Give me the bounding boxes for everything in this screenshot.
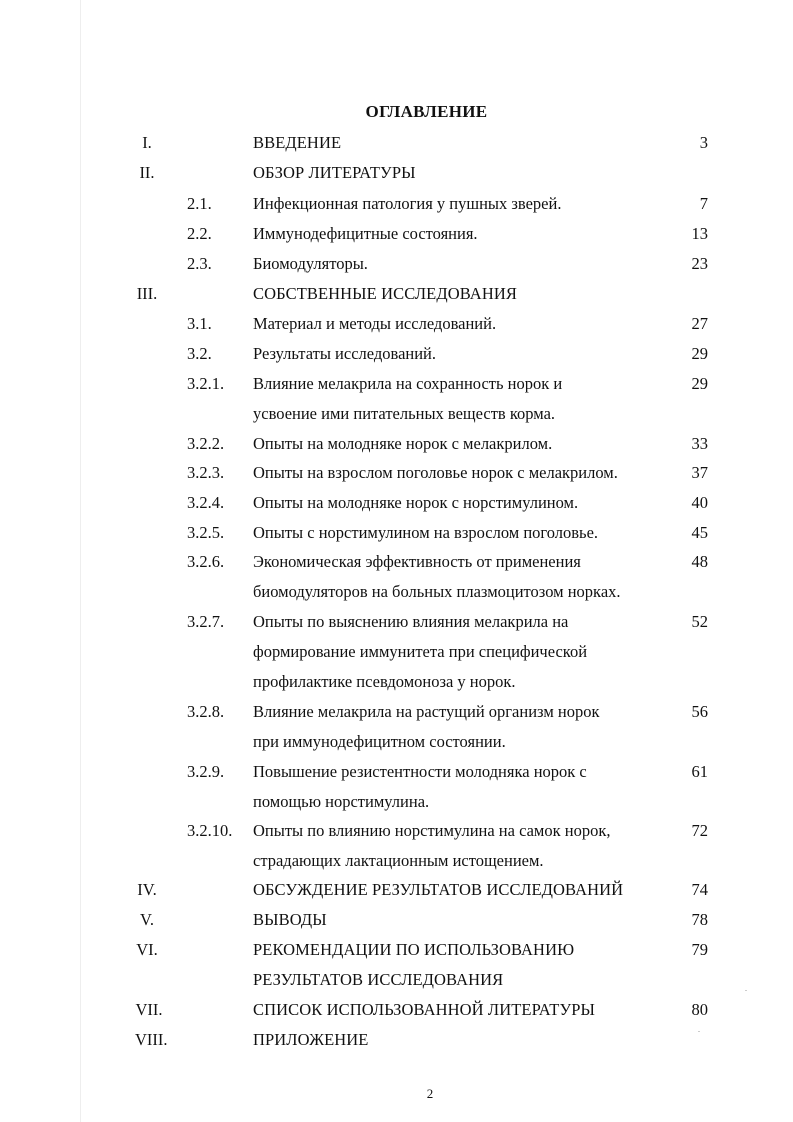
toc-title: Опыты по выяснению влияния мелакрила на [253, 612, 569, 631]
toc-number: II. [139, 163, 155, 182]
toc-row-references [0, 1000, 793, 1024]
toc-page-number: 7 [699, 194, 708, 213]
toc-number: VI. [136, 940, 158, 959]
toc-page-number: 33 [691, 434, 708, 453]
toc-title-continuation: РЕЗУЛЬТАТОВ ИССЛЕДОВАНИЯ [253, 970, 504, 989]
toc-title-continuation: усвоение ими питательных веществ корма. [253, 404, 556, 423]
toc-row-discussion [0, 880, 793, 904]
toc-title: СОБСТВЕННЫЕ ИССЛЕДОВАНИЯ [253, 284, 517, 303]
toc-subnumber: 3.1. [187, 314, 212, 333]
toc-number: I. [142, 133, 152, 152]
toc-title: ОБЗОР ЛИТЕРАТУРЫ [253, 163, 416, 182]
toc-title-continuation: при иммунодефицитном состоянии. [253, 732, 506, 751]
toc-page-number: 37 [691, 463, 708, 482]
toc-row-3-2-10 [0, 821, 793, 845]
toc-title: ВЫВОДЫ [253, 910, 327, 929]
toc-page-number: 29 [691, 344, 708, 363]
toc-page-number: 61 [691, 762, 708, 781]
toc-row-recommendations [0, 940, 793, 964]
toc-row-conclusions [0, 910, 793, 934]
toc-subnumber: 3.2.2. [187, 434, 225, 453]
toc-row-3-2-7-cont-2 [0, 672, 793, 696]
toc-page-number: 78 [691, 910, 708, 929]
toc-row-3-2 [0, 344, 793, 368]
toc-page-number: 52 [691, 612, 708, 631]
toc-subnumber: 3.2.4. [187, 493, 225, 512]
toc-page-number: 29 [691, 374, 708, 393]
toc-row-3-2-8 [0, 702, 793, 726]
toc-number: VII. [135, 1000, 163, 1019]
toc-title: Материал и методы исследований. [253, 314, 497, 333]
toc-page-number: 23 [691, 254, 708, 273]
toc-subnumber: 2.3. [187, 254, 212, 273]
toc-row-2-3 [0, 254, 793, 278]
toc-number: III. [136, 284, 158, 303]
toc-subnumber: 3.2.8. [187, 702, 225, 721]
toc-title: Повышение резистентности молодняка норок с [253, 762, 587, 781]
toc-row-recommendations-cont [0, 970, 793, 994]
toc-title: ВВЕДЕНИЕ [253, 133, 342, 152]
toc-page-number: 74 [691, 880, 708, 899]
scan-speck [745, 990, 747, 991]
toc-row-3-2-6 [0, 552, 793, 576]
toc-row-2-2 [0, 224, 793, 248]
toc-title: СПИСОК ИСПОЛЬЗОВАННОЙ ЛИТЕРАТУРЫ [253, 1000, 596, 1019]
toc-subnumber: 3.2.3. [187, 463, 225, 482]
toc-subnumber: 3.2.10. [187, 821, 233, 840]
toc-subnumber: 3.2.5. [187, 523, 225, 542]
toc-row-3-2-3 [0, 463, 793, 487]
toc-row-3-2-1-cont [0, 404, 793, 428]
toc-title: Опыты на молодняке норок с норстимулином. [253, 493, 579, 512]
toc-page-number: 3 [699, 133, 708, 152]
toc-page-number: 40 [691, 493, 708, 512]
toc-subnumber: 2.1. [187, 194, 212, 213]
toc-page-number: 72 [691, 821, 708, 840]
toc-row-3-2-2 [0, 434, 793, 458]
toc-title-continuation: профилактике псевдомоноза у норок. [253, 672, 516, 691]
toc-title-continuation: биомодуляторов на больных плазмоцитозом норках. [253, 582, 621, 601]
toc-title: Влияние мелакрила на сохранность норок и [253, 374, 563, 393]
toc-row-3-1 [0, 314, 793, 338]
toc-page-number: 13 [691, 224, 708, 243]
toc-subnumber: 3.2. [187, 344, 212, 363]
toc-title: Результаты исследований. [253, 344, 437, 363]
toc-title: Инфекционная патология у пушных зверей. [253, 194, 562, 213]
toc-number: IV. [137, 880, 157, 899]
toc-title: ОБСУЖДЕНИЕ РЕЗУЛЬТАТОВ ИССЛЕДОВАНИЙ [253, 880, 624, 899]
toc-subnumber: 3.2.9. [187, 762, 225, 781]
toc-subnumber: 3.2.7. [187, 612, 225, 631]
toc-row-3-2-9-cont [0, 792, 793, 816]
toc-title-continuation: страдающих лактационным истощением. [253, 851, 544, 870]
toc-page-number: 27 [691, 314, 708, 333]
toc-title: Опыты на молодняке норок с мелакрилом. [253, 434, 553, 453]
toc-row-own-research [0, 284, 793, 308]
toc-number: V. [140, 910, 154, 929]
toc-page-number: 45 [691, 523, 708, 542]
toc-row-intro [0, 133, 793, 157]
scan-speck [698, 1031, 700, 1032]
toc-title: ПРИЛОЖЕНИЕ [253, 1030, 369, 1049]
page-number-footer: 2 [426, 1086, 434, 1101]
toc-row-3-2-1 [0, 374, 793, 398]
toc-title: Опыты по влиянию норстимулина на самок норок, [253, 821, 611, 840]
toc-row-appendix [0, 1030, 793, 1054]
toc-title-continuation: помощью норстимулина. [253, 792, 430, 811]
toc-title: Опыты с норстимулином на взрослом поголовье. [253, 523, 599, 542]
toc-row-3-2-8-cont [0, 732, 793, 756]
toc-page-number: 79 [691, 940, 708, 959]
toc-row-review [0, 163, 793, 187]
toc-title: Биомодуляторы. [253, 254, 368, 273]
toc-row-3-2-4 [0, 493, 793, 517]
toc-title: Опыты на взрослом поголовье норок с мелакрилом. [253, 463, 618, 482]
toc-title: Экономическая эффективность от применения [253, 552, 581, 571]
toc-row-3-2-6-cont [0, 582, 793, 606]
toc-row-3-2-7-cont [0, 642, 793, 666]
page-title: ОГЛАВЛЕНИЕ [365, 102, 488, 121]
toc-page-number: 80 [691, 1000, 708, 1019]
toc-subnumber: 3.2.6. [187, 552, 225, 571]
toc-row-2-1 [0, 194, 793, 218]
toc-page-number: 56 [691, 702, 708, 721]
toc-title: Иммунодефицитные состояния. [253, 224, 478, 243]
toc-row-3-2-9 [0, 762, 793, 786]
toc-page-number: 48 [691, 552, 708, 571]
toc-row-3-2-10-cont [0, 851, 793, 875]
toc-row-3-2-7 [0, 612, 793, 636]
toc-row-3-2-5 [0, 523, 793, 547]
toc-title-continuation: формирование иммунитета при специфической [253, 642, 588, 661]
toc-title: РЕКОМЕНДАЦИИ ПО ИСПОЛЬЗОВАНИЮ [253, 940, 575, 959]
toc-title: Влияние мелакрила на растущий организм норок [253, 702, 600, 721]
toc-number: VIII. [135, 1030, 168, 1049]
toc-subnumber: 2.2. [187, 224, 212, 243]
toc-subnumber: 3.2.1. [187, 374, 225, 393]
